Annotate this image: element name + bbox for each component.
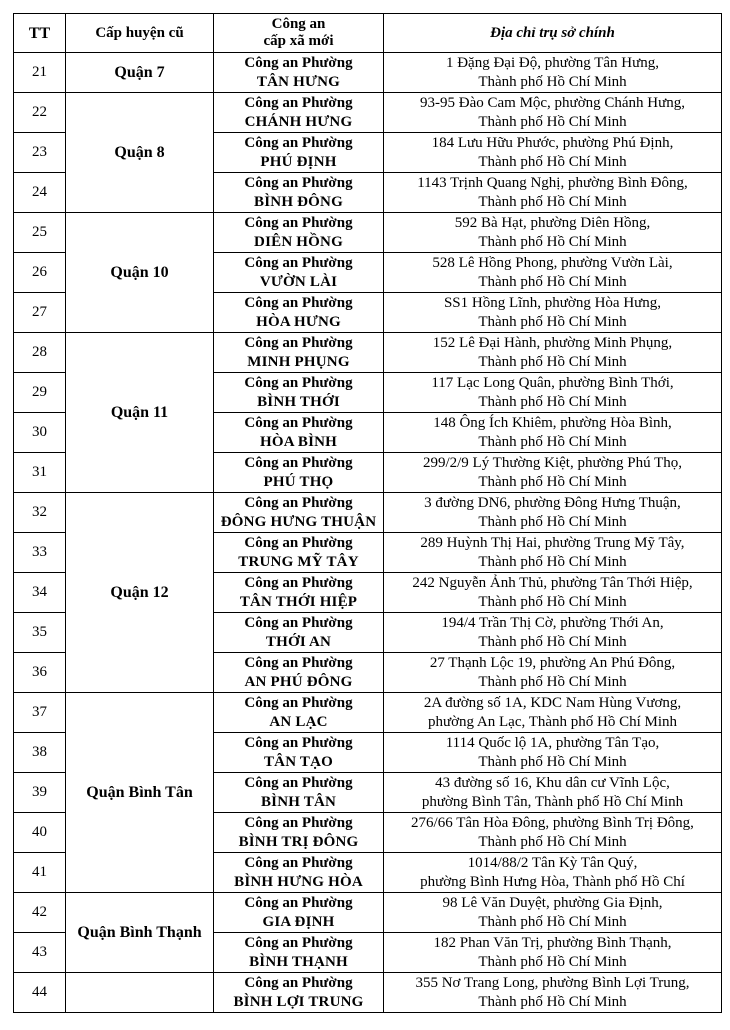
office-prefix: Công an Phường — [244, 54, 353, 71]
table-row — [14, 53, 722, 93]
address-line1: 184 Lưu Hữu Phước, phường Phú Định, — [431, 134, 674, 151]
office-cell — [214, 813, 384, 853]
row-number: 44 — [14, 973, 66, 1013]
address-line2: Thành phố Hồ Chí Minh — [478, 633, 627, 650]
office-cell — [214, 733, 384, 773]
row-number: 38 — [14, 733, 66, 773]
office-ward: DIÊN HỒNG — [254, 233, 343, 250]
address-cell — [384, 173, 722, 213]
table-row — [14, 93, 722, 133]
address-cell — [384, 453, 722, 493]
office-prefix: Công an Phường — [244, 294, 353, 311]
row-number: 33 — [14, 533, 66, 573]
address-line1: 117 Lạc Long Quân, phường Bình Thới, — [431, 374, 674, 391]
office-prefix: Công an Phường — [244, 774, 353, 791]
office-ward: TRUNG MỸ TÂY — [238, 553, 359, 570]
address-cell — [384, 933, 722, 973]
address-line2: Thành phố Hồ Chí Minh — [478, 513, 627, 530]
address-line2: Thành phố Hồ Chí Minh — [478, 753, 627, 770]
office-ward: BÌNH ĐÔNG — [254, 193, 343, 210]
office-ward: PHÚ ĐỊNH — [260, 153, 337, 170]
address-line2: Thành phố Hồ Chí Minh — [478, 553, 627, 570]
address-line1: 1143 Trịnh Quang Nghị, phường Bình Đông, — [417, 174, 688, 191]
address-line2: Thành phố Hồ Chí Minh — [478, 353, 627, 370]
header-tt: TT — [14, 14, 66, 53]
office-ward: BÌNH TRỊ ĐÔNG — [238, 833, 359, 850]
table-row — [14, 493, 722, 533]
office-ward: TÂN THỚI HIỆP — [239, 593, 358, 610]
address-line2: Thành phố Hồ Chí Minh — [478, 153, 627, 170]
row-number: 37 — [14, 693, 66, 733]
office-prefix: Công an Phường — [244, 374, 353, 391]
address-cell — [384, 533, 722, 573]
office-cell — [214, 773, 384, 813]
address-line1: 93-95 Đào Cam Mộc, phường Chánh Hưng, — [420, 94, 685, 111]
header-office-line2: cấp xã mới — [263, 33, 334, 49]
office-ward: PHÚ THỌ — [263, 473, 334, 490]
address-cell — [384, 653, 722, 693]
address-cell — [384, 373, 722, 413]
address-line2: phường Bình Hưng Hòa, Thành phố Hồ Chí — [420, 873, 685, 890]
address-line2: Thành phố Hồ Chí Minh — [478, 233, 627, 250]
office-prefix: Công an Phường — [244, 494, 353, 511]
district-cell: Quận 10 — [66, 213, 214, 333]
row-number: 30 — [14, 413, 66, 453]
address-cell — [384, 693, 722, 733]
row-number: 28 — [14, 333, 66, 373]
district-cell: Quận Bình Thạnh — [66, 893, 214, 973]
address-cell — [384, 733, 722, 773]
office-cell — [214, 133, 384, 173]
address-line1: 152 Lê Đại Hành, phường Minh Phụng, — [432, 334, 673, 351]
office-prefix: Công an Phường — [244, 254, 353, 271]
office-ward: AN LẠC — [269, 713, 328, 730]
row-number: 24 — [14, 173, 66, 213]
table-row — [14, 333, 722, 373]
address-line2: Thành phố Hồ Chí Minh — [478, 193, 627, 210]
address-line1: 592 Bà Hạt, phường Diên Hồng, — [454, 214, 651, 231]
header-district: Cấp huyện cũ — [66, 14, 214, 53]
address-line1: 98 Lê Văn Duyệt, phường Gia Định, — [442, 894, 663, 911]
office-prefix: Công an Phường — [244, 974, 353, 991]
office-ward: BÌNH TÂN — [260, 793, 337, 810]
row-number: 22 — [14, 93, 66, 133]
office-cell — [214, 93, 384, 133]
address-line1: 148 Ông Ích Khiêm, phường Hòa Bình, — [433, 414, 672, 431]
row-number: 21 — [14, 53, 66, 93]
address-line2: Thành phố Hồ Chí Minh — [478, 433, 627, 450]
address-line2: Thành phố Hồ Chí Minh — [478, 993, 627, 1010]
office-cell — [214, 613, 384, 653]
address-cell — [384, 413, 722, 453]
address-cell — [384, 813, 722, 853]
office-cell — [214, 173, 384, 213]
address-line1: 355 Nơ Trang Long, phường Bình Lợi Trung, — [415, 974, 690, 991]
row-number: 34 — [14, 573, 66, 613]
office-ward: BÌNH HƯNG HÒA — [234, 873, 363, 890]
office-cell — [214, 213, 384, 253]
office-prefix: Công an Phường — [244, 574, 353, 591]
office-cell — [214, 253, 384, 293]
office-ward: HÒA HƯNG — [256, 313, 341, 330]
row-number: 26 — [14, 253, 66, 293]
office-cell — [214, 493, 384, 533]
office-prefix: Công an Phường — [244, 734, 353, 751]
office-cell — [214, 933, 384, 973]
office-ward: BÌNH THẠNH — [249, 953, 348, 970]
address-cell — [384, 613, 722, 653]
address-line2: Thành phố Hồ Chí Minh — [478, 473, 627, 490]
office-ward: GIA ĐỊNH — [262, 913, 335, 930]
address-line2: Thành phố Hồ Chí Minh — [478, 913, 627, 930]
address-line1: 27 Thạnh Lộc 19, phường An Phú Đông, — [429, 654, 676, 671]
office-cell — [214, 373, 384, 413]
office-ward: HÒA BÌNH — [259, 433, 338, 450]
police-office-table — [13, 13, 722, 1013]
address-cell — [384, 853, 722, 893]
office-cell — [214, 333, 384, 373]
address-line2: Thành phố Hồ Chí Minh — [478, 593, 627, 610]
address-line2: Thành phố Hồ Chí Minh — [478, 673, 627, 690]
address-line1: 289 Huỳnh Thị Hai, phường Trung Mỹ Tây, — [420, 534, 685, 551]
office-ward: VƯỜN LÀI — [259, 273, 338, 290]
address-cell — [384, 253, 722, 293]
header-office — [214, 14, 384, 53]
row-number: 41 — [14, 853, 66, 893]
address-line2: phường Bình Tân, Thành phố Hồ Chí Minh — [421, 793, 684, 810]
office-prefix: Công an Phường — [244, 854, 353, 871]
office-cell — [214, 693, 384, 733]
row-number: 40 — [14, 813, 66, 853]
address-cell — [384, 213, 722, 253]
address-cell — [384, 93, 722, 133]
row-number: 36 — [14, 653, 66, 693]
address-cell — [384, 333, 722, 373]
address-line1: 3 đường DN6, phường Đông Hưng Thuận, — [424, 494, 681, 511]
address-line1: 242 Nguyễn Ảnh Thủ, phường Tân Thới Hiệp, — [412, 574, 693, 591]
address-line1: 276/66 Tân Hòa Đông, phường Bình Trị Đông, — [411, 814, 694, 831]
office-prefix: Công an Phường — [244, 934, 353, 951]
office-cell — [214, 853, 384, 893]
row-number: 42 — [14, 893, 66, 933]
row-number: 35 — [14, 613, 66, 653]
office-prefix: Công an Phường — [244, 334, 353, 351]
office-cell — [214, 413, 384, 453]
address-cell — [384, 493, 722, 533]
address-line1: 1 Đặng Đại Độ, phường Tân Hưng, — [445, 54, 660, 71]
office-prefix: Công an Phường — [244, 414, 353, 431]
address-line2: Thành phố Hồ Chí Minh — [478, 113, 627, 130]
address-line1: 1114 Quốc lộ 1A, phường Tân Tạo, — [445, 734, 660, 751]
header-office-line1: Công an — [271, 16, 326, 32]
office-prefix: Công an Phường — [244, 614, 353, 631]
office-ward: TÂN HƯNG — [256, 73, 341, 90]
address-line1: 299/2/9 Lý Thường Kiệt, phường Phú Thọ, — [422, 454, 683, 471]
address-line2: Thành phố Hồ Chí Minh — [478, 833, 627, 850]
address-cell — [384, 573, 722, 613]
header-address: Địa chỉ trụ sở chính — [384, 14, 722, 53]
district-cell — [66, 973, 214, 1013]
office-prefix: Công an Phường — [244, 134, 353, 151]
office-ward: BÌNH LỢI TRUNG — [233, 993, 364, 1010]
office-prefix: Công an Phường — [244, 694, 353, 711]
address-cell — [384, 893, 722, 933]
office-prefix: Công an Phường — [244, 894, 353, 911]
address-line1: SS1 Hồng Lĩnh, phường Hòa Hưng, — [443, 294, 662, 311]
row-number: 43 — [14, 933, 66, 973]
address-line1: 1014/88/2 Tân Kỳ Tân Quý, — [467, 854, 638, 871]
office-prefix: Công an Phường — [244, 454, 353, 471]
office-cell — [214, 453, 384, 493]
office-prefix: Công an Phường — [244, 814, 353, 831]
address-cell — [384, 53, 722, 93]
office-prefix: Công an Phường — [244, 534, 353, 551]
address-line2: Thành phố Hồ Chí Minh — [478, 313, 627, 330]
office-ward: TÂN TẠO — [263, 753, 334, 770]
address-cell — [384, 293, 722, 333]
address-line2: Thành phố Hồ Chí Minh — [478, 393, 627, 410]
office-cell — [214, 293, 384, 333]
address-line1: 194/4 Trần Thị Cờ, phường Thới An, — [441, 614, 664, 631]
address-cell — [384, 133, 722, 173]
address-line2: Thành phố Hồ Chí Minh — [478, 273, 627, 290]
office-ward: ĐÔNG HƯNG THUẬN — [220, 513, 377, 530]
office-prefix: Công an Phường — [244, 654, 353, 671]
row-number: 31 — [14, 453, 66, 493]
address-line1: 528 Lê Hồng Phong, phường Vườn Lài, — [432, 254, 673, 271]
table-header-row — [14, 14, 722, 53]
table-row — [14, 213, 722, 253]
office-cell — [214, 973, 384, 1013]
office-cell — [214, 53, 384, 93]
office-cell — [214, 573, 384, 613]
office-prefix: Công an Phường — [244, 174, 353, 191]
row-number: 27 — [14, 293, 66, 333]
address-line2: Thành phố Hồ Chí Minh — [478, 953, 627, 970]
office-ward: AN PHÚ ĐÔNG — [244, 673, 353, 690]
district-cell: Quận 12 — [66, 493, 214, 693]
office-cell — [214, 653, 384, 693]
table-row — [14, 973, 722, 1013]
row-number: 39 — [14, 773, 66, 813]
row-number: 32 — [14, 493, 66, 533]
table-row — [14, 893, 722, 933]
address-line1: 43 đường số 16, Khu dân cư Vĩnh Lộc, — [435, 774, 670, 791]
office-ward: MINH PHỤNG — [247, 353, 350, 370]
row-number: 29 — [14, 373, 66, 413]
office-cell — [214, 533, 384, 573]
address-cell — [384, 973, 722, 1013]
address-line1: 2A đường số 1A, KDC Nam Hùng Vương, — [423, 694, 682, 711]
district-cell: Quận Bình Tân — [66, 693, 214, 893]
district-cell: Quận 7 — [66, 53, 214, 93]
district-cell: Quận 8 — [66, 93, 214, 213]
table-row — [14, 693, 722, 733]
office-prefix: Công an Phường — [244, 94, 353, 111]
address-line2: Thành phố Hồ Chí Minh — [478, 73, 627, 90]
address-cell — [384, 773, 722, 813]
office-ward: CHÁNH HƯNG — [244, 113, 353, 130]
office-ward: THỚI AN — [265, 633, 332, 650]
office-cell — [214, 893, 384, 933]
office-prefix: Công an Phường — [244, 214, 353, 231]
district-cell: Quận 11 — [66, 333, 214, 493]
address-line1: 182 Phan Văn Trị, phường Bình Thạnh, — [433, 934, 672, 951]
row-number: 25 — [14, 213, 66, 253]
row-number: 23 — [14, 133, 66, 173]
office-ward: BÌNH THỚI — [257, 393, 340, 410]
address-line2: phường An Lạc, Thành phố Hồ Chí Minh — [427, 713, 678, 730]
